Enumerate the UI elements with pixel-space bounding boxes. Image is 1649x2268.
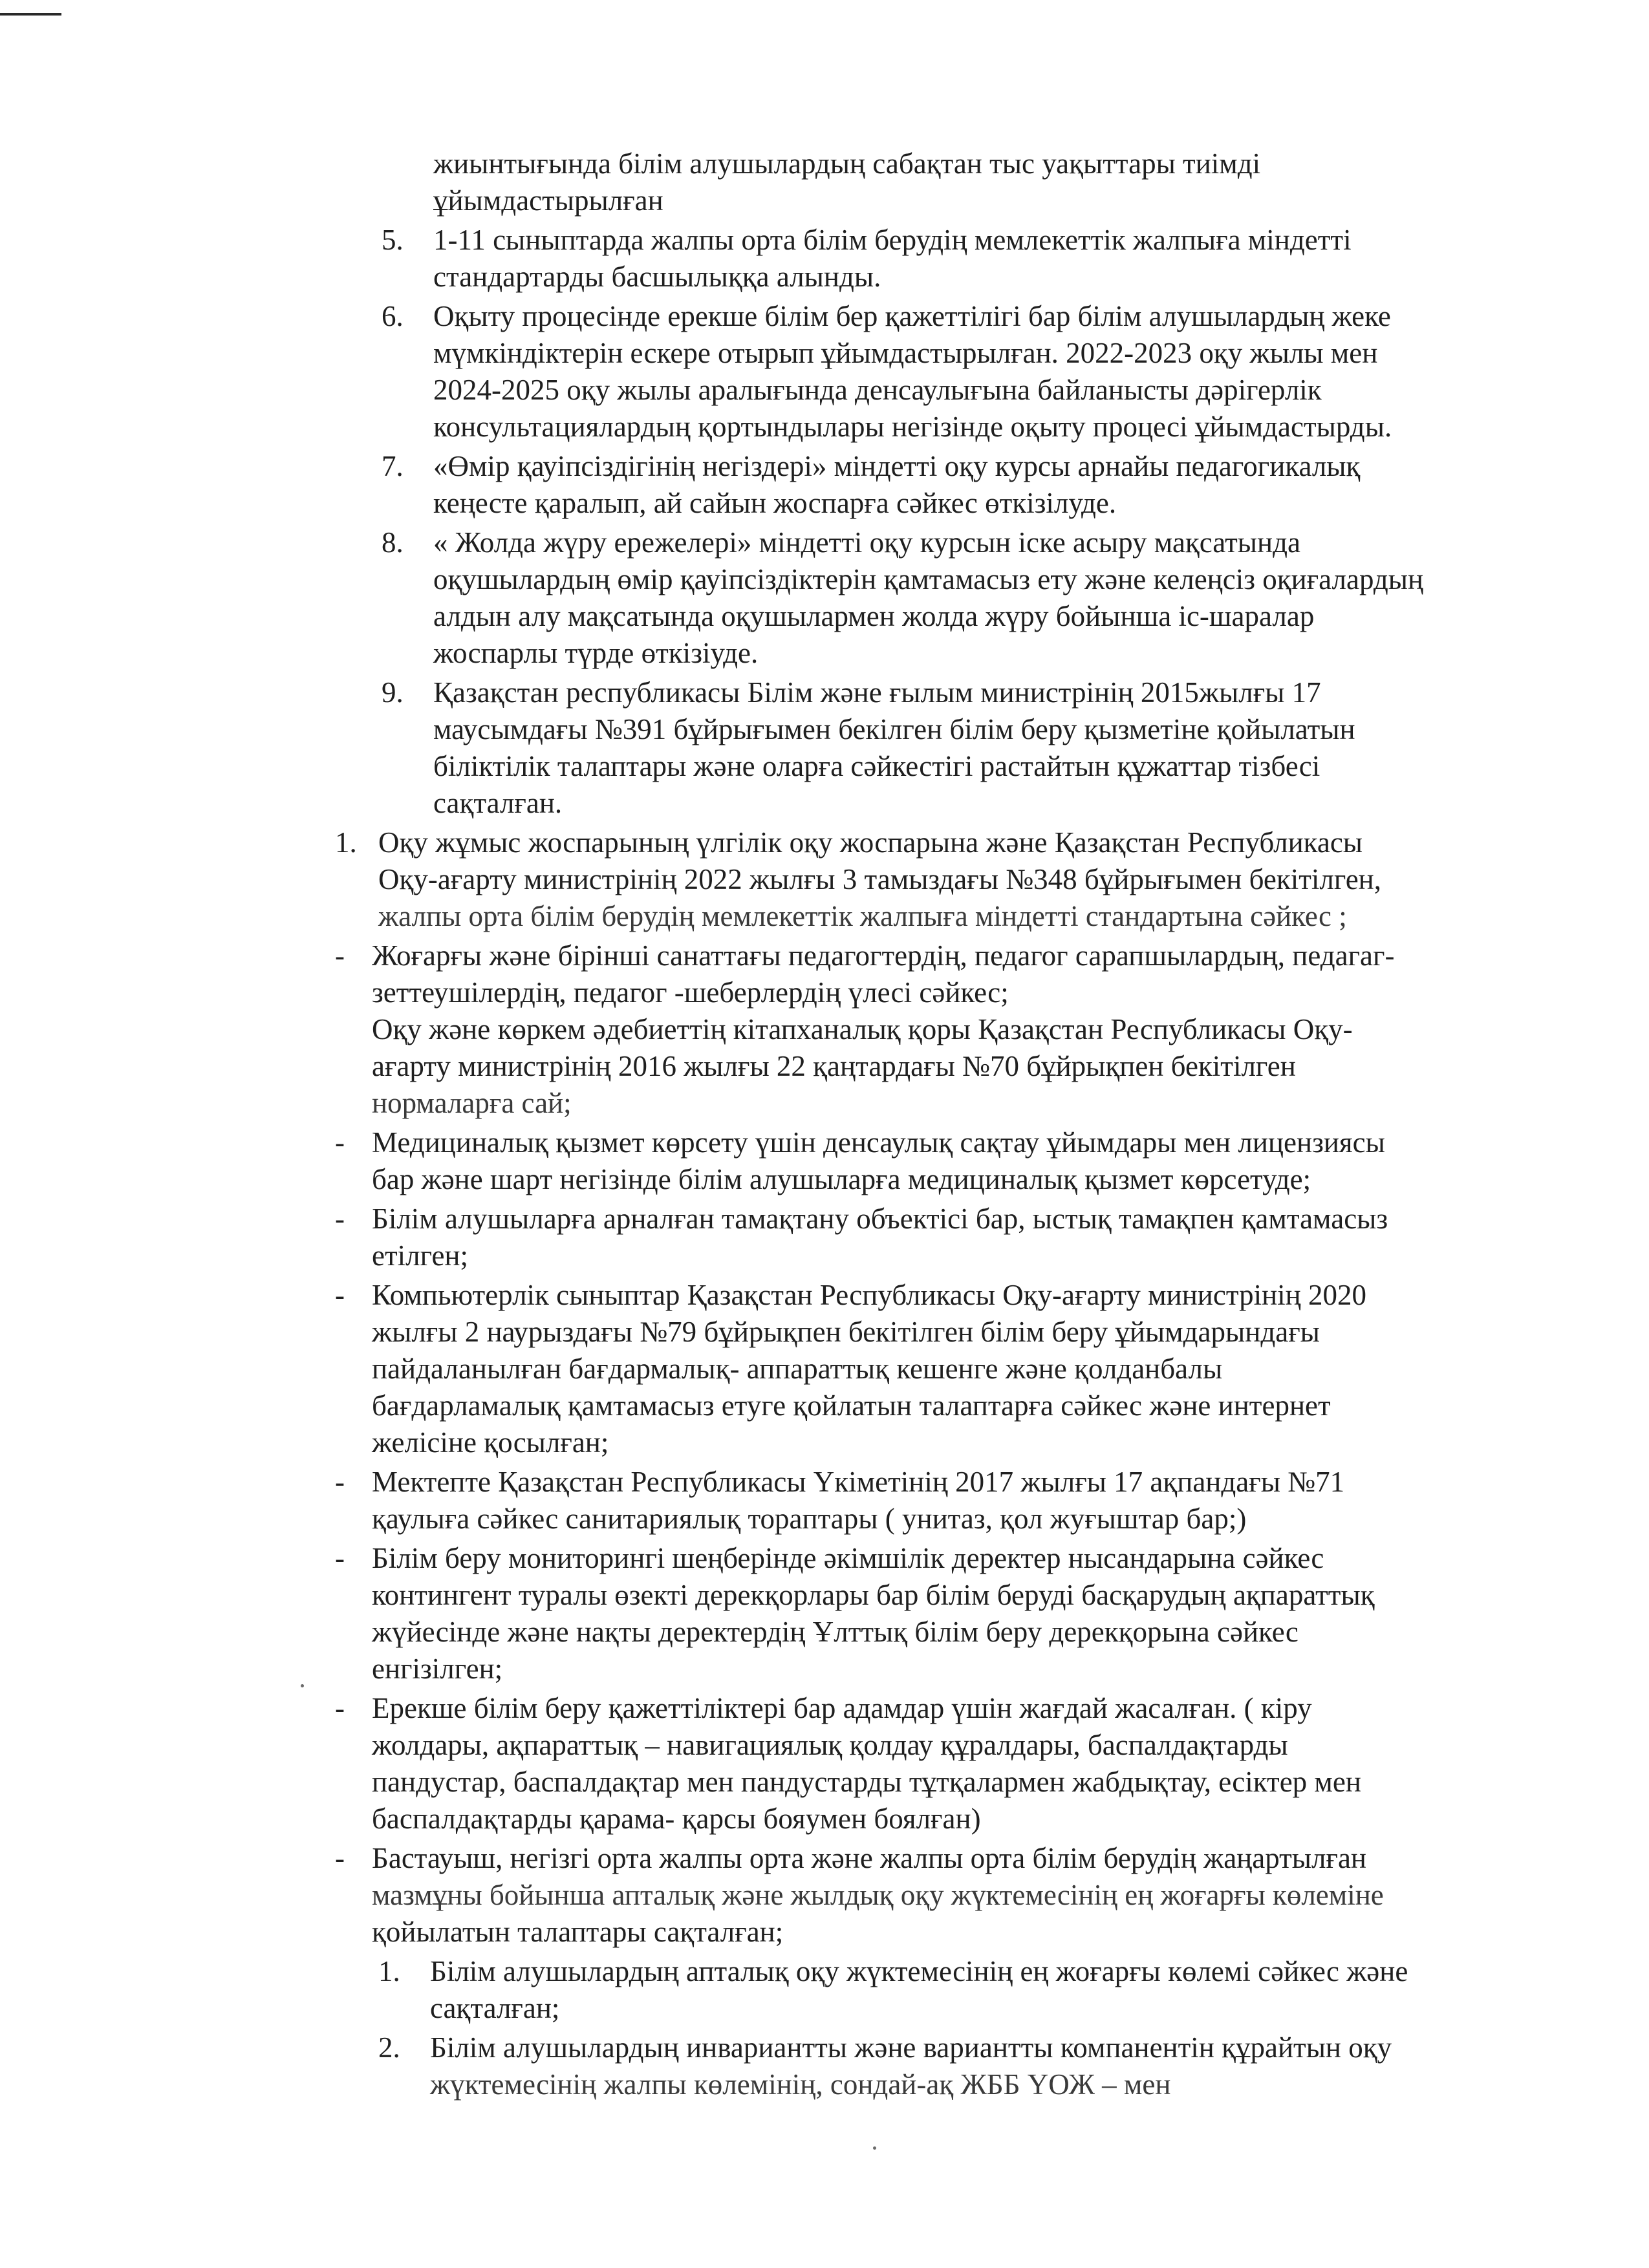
numbered-item	[317, 674, 1558, 822]
text-line: Оқыту процесінде ерекше білім бер қажеттілігі бар білім алушылардың жеке	[433, 300, 1391, 332]
numbered-item	[317, 298, 1558, 445]
text-line: Жоғарғы және бірінші санаттағы педагогтердің, педагог сарапшылардың, педагаг-	[372, 939, 1395, 972]
scan-speck	[873, 2146, 876, 2150]
dash-item	[317, 1124, 1558, 1198]
sub-numbered-item	[317, 2029, 1558, 2103]
text-line: сақталған.	[433, 787, 563, 819]
text-line: стандартарды басшылыққа алынды.	[433, 261, 881, 293]
text-line: Оқу жұмыс жоспарының үлгілік оқу жоспарына және Қазақстан Республикасы	[378, 826, 1363, 859]
dash-marker: -	[335, 1279, 345, 1311]
dash-marker: -	[335, 1203, 345, 1235]
text-line: Медициналық қызмет көрсету үшін денсаулық сақтау ұйымдары мен лицензиясы	[372, 1126, 1385, 1159]
dash-item	[317, 1464, 1558, 1537]
text-line: ұйымдастырылған	[433, 184, 663, 217]
dash-marker: -	[335, 1466, 345, 1498]
text-line: Білім алушыларға арналған тамақтану объектісі бар, ыстық тамақпен қамтамасыз	[372, 1203, 1388, 1235]
text-line: бар және шарт негізінде білім алушыларға медициналық қызмет көрсетуде;	[372, 1163, 1311, 1195]
list-number: 9.	[382, 676, 404, 709]
list-number: 8.	[382, 526, 404, 559]
text-line: Ерекше білім беру қажеттіліктері бар адамдар үшін жағдай жасалған. ( кіру	[372, 1692, 1312, 1724]
text-line: алдын алу мақсатында оқушылармен жолда жүру бойынша іс-шаралар	[433, 600, 1315, 632]
dash-item	[317, 1277, 1558, 1461]
document-page	[317, 145, 1558, 2106]
dash-item	[317, 1201, 1558, 1274]
text-line: Білім алушылардың инвариантты және вариантты компанентін құрайтын оқу	[430, 2031, 1392, 2064]
dash-marker: -	[335, 1542, 345, 1574]
text-line: Оқу және көркем әдебиеттің кітапханалық қоры Қазақстан Республикасы Оқу-	[372, 1013, 1353, 1045]
text-line: Білім алушылардың апталық оқу жүктемесінің ең жоғарғы көлемі сәйкес және	[430, 1955, 1408, 1987]
text-line: қойылатын талаптары сақталған;	[372, 1916, 784, 1948]
text-line: қаулыға сәйкес санитариялық торaптары ( унитаз, қол жуғыштар бар;)	[372, 1503, 1247, 1535]
text-line: жиынтығында білім алушылардың сабақтан тыс уақыттары тиімді	[433, 147, 1261, 180]
text-line: желісіне қосылған;	[372, 1426, 609, 1459]
text-line: пайдаланылған бағдармалық- аппараттық кешенге және қолданбалы	[372, 1353, 1223, 1385]
text-line: етілген;	[372, 1239, 469, 1272]
top-numbered-item	[317, 824, 1558, 935]
numbered-item	[317, 524, 1558, 672]
dash-item	[317, 1540, 1558, 1687]
list-number: 2.	[378, 2031, 400, 2064]
text-line: контингент туралы өзекті дерекқорлары бар білім беруді басқарудың ақпараттық	[372, 1579, 1375, 1611]
text-line: оқушылардың өмір қауіпсіздіктерін қамтамасыз ету және келеңсіз оқиғалардың	[433, 563, 1424, 595]
text-line: мүмкіндіктерін ескере отырып ұйымдастырылған. 2022-2023 оқу жылы мен	[433, 337, 1378, 369]
text-line: жалпы орта білім берудің мемлекеттік жалпыға міндетті стандартына сәйкес ;	[378, 900, 1347, 932]
text-line: Қазақстан республикасы Білім және ғылым министрінің 2015жылғы 17	[433, 676, 1321, 709]
continuation-paragraph	[317, 145, 1558, 219]
text-line: ағарту министрінің 2016 жылғы 22 қаңтардағы №70 бұйрықпен бекітілген	[372, 1050, 1296, 1082]
text-line: « Жолда жүру ережелері» міндетті оқу курсын іске асыру мақсатында	[433, 526, 1300, 559]
text-line: жоспарлы түрде өткізіуде.	[433, 637, 759, 669]
dash-marker: -	[335, 939, 345, 972]
text-line: енгізілген;	[372, 1653, 503, 1685]
text-line: консультациялардың қортындылары негізінде оқыту процесі ұйымдастырды.	[433, 411, 1392, 443]
dash-marker: -	[335, 1842, 345, 1874]
text-line: жылғы 2 наурыздағы №79 бұйрықпен бекітілген білім беру ұйымдарындағы	[372, 1316, 1320, 1348]
dash-item	[317, 937, 1558, 1122]
text-line: «Өмір қауіпсіздігінің негіздері» міндетті оқу курсы арнайы педагогикалық	[433, 450, 1361, 482]
list-number: 7.	[382, 450, 404, 482]
text-line: жолдары, ақпараттық – навигациялық қолдау құралдары, баспалдақтарды	[372, 1729, 1288, 1761]
text-line: баспалдақтарды қарама- қарсы бояумен боялған)	[372, 1803, 981, 1835]
text-line: Мектепте Қазақстан Республикасы Үкіметінің 2017 жылғы 17 ақпандағы №71	[372, 1466, 1345, 1498]
text-line: Оқу-ағарту министрінің 2022 жылғы 3 тамыздағы №348 бұйрығымен бекітілген,	[378, 863, 1382, 895]
text-line: бағдарламалық қамтамасыз етуге қойлатын талаптарға сәйкес және интернет	[372, 1389, 1331, 1422]
text-line: Бастауыш, негізгі орта жалпы орта және жалпы орта білім берудің жаңартылған	[372, 1842, 1366, 1874]
dash-item	[317, 1690, 1558, 1837]
text-line: мазмұны бойынша апталық және жылдық оқу жүктемесінің ең жоғарғы көлеміне	[372, 1879, 1384, 1911]
scan-speck	[301, 1684, 304, 1687]
text-line: жүйесінде және нақты деректердің Ұлттық білім беру дерекқорына сәйкес	[372, 1616, 1299, 1648]
dash-marker: -	[335, 1692, 345, 1724]
text-line: жүктемесінің жалпы көлемінің, сондай-ақ ЖББ ҮОЖ – мен	[430, 2068, 1171, 2101]
text-line: Білім беру мониторингі шеңберінде әкімшілік деректер нысандарына сәйкес	[372, 1542, 1324, 1574]
list-number: 6.	[382, 300, 404, 332]
text-line: Компьютерлік сыныптар Қазақстан Республикасы Оқу-ағарту министрінің 2020	[372, 1279, 1366, 1311]
text-line: біліктілік талаптары және оларға сәйкестігі растайтын құжаттар тізбесі	[433, 750, 1320, 782]
sub-numbered-item	[317, 1953, 1558, 2027]
list-number: 5.	[382, 224, 404, 256]
text-line: пандустар, баспалдақтар мен пандустарды тұтқалармен жабдықтау, есіктер мен	[372, 1766, 1361, 1798]
numbered-item	[317, 222, 1558, 295]
scan-edge-mark	[0, 13, 61, 16]
list-number: 1.	[378, 1955, 400, 1987]
text-line: сақталған;	[430, 1992, 560, 2024]
dash-marker: -	[335, 1126, 345, 1159]
text-line: нормаларға сай;	[372, 1087, 572, 1119]
text-line: 2024-2025 оқу жылы аралығында денсаулығына байланысты дәрігерлік	[433, 374, 1322, 406]
text-line: кеңесте қаралып, ай сайын жоспарға сәйкес өткізілуде.	[433, 487, 1117, 519]
numbered-item	[317, 448, 1558, 522]
text-line: 1-11 сыныптарда жалпы орта білім берудің мемлекеттік жалпыға міндетті	[433, 224, 1352, 256]
text-line: маусымдағы №391 бұйрығымен бекілген білім беру қызметіне қойылатын	[433, 713, 1355, 745]
text-line: зеттеушілердің, педагог -шеберлердің үлесі сәйкес;	[372, 976, 1009, 1009]
list-number: 1.	[335, 826, 357, 859]
dash-item	[317, 1840, 1558, 1951]
